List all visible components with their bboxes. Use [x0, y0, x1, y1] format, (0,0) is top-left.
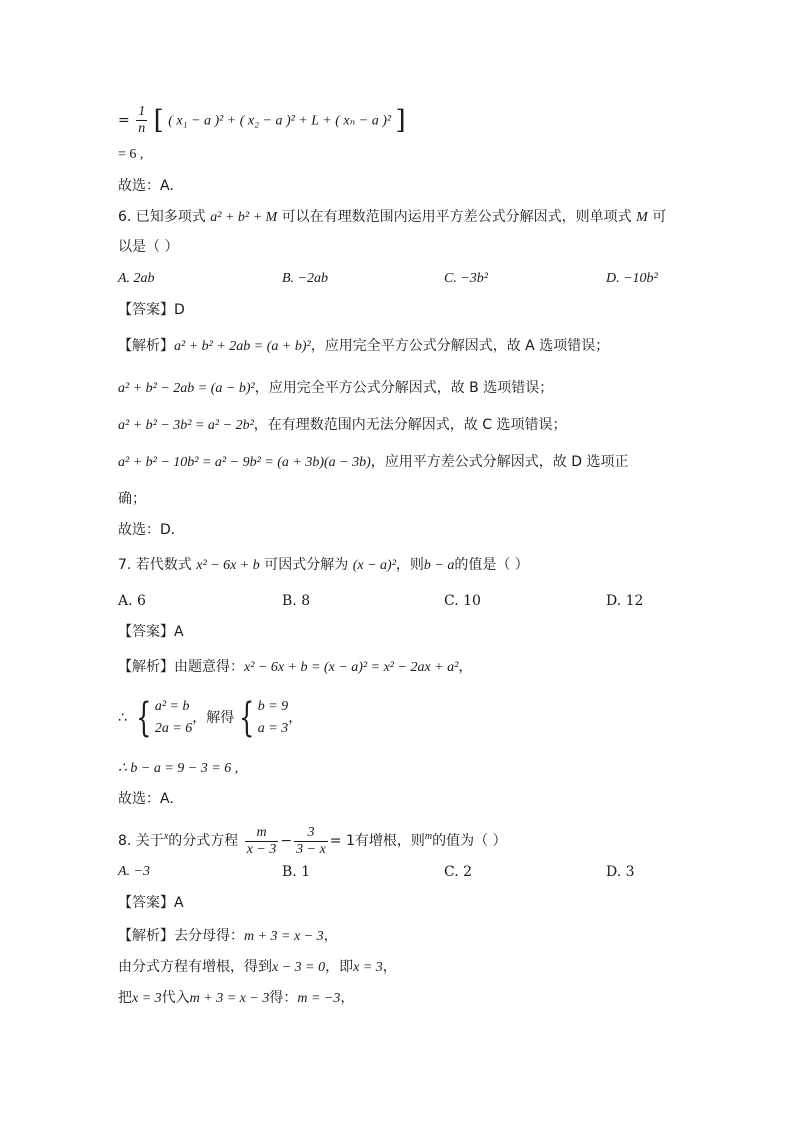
q8-m-symbol: m — [424, 831, 433, 842]
q6-option-b: B. −2ab — [282, 271, 328, 286]
q7-stem-text-3: ，则 — [395, 557, 424, 573]
therefore-symbol: ∴ — [118, 710, 127, 726]
q6-stem-text-3: 可 — [652, 209, 667, 225]
q6-stem-text-2: 可以在有理数范围内运用平方差公式分解因式，则单项式 — [281, 209, 632, 225]
q8-answer: 【答案】A — [118, 895, 184, 911]
q8-option-c: C. 2 — [444, 864, 473, 880]
q6-option-a: A. 2ab — [118, 271, 155, 286]
right-bracket: ] — [395, 105, 406, 136]
q6-polynomial: a² + b² + M — [210, 210, 278, 225]
q8-analysis-text-5: 得： — [269, 990, 298, 1006]
fraction-denominator: x − 3 — [246, 841, 277, 857]
system-eq: a = 3 — [257, 721, 289, 736]
q8-option-d: D. 3 — [606, 864, 635, 880]
q6-expr-4: a² + b² − 10b² = a² − 9b² = (a + 3b)(a − 3b) — [118, 455, 371, 470]
q8-x-symbol: x — [163, 831, 169, 842]
punctuation: ， — [340, 990, 355, 1006]
q7-expr-3: b − a — [423, 558, 455, 573]
q7-solve-text: ，解得 — [192, 710, 235, 726]
q6-option-c: C. −3b² — [444, 271, 488, 286]
variance-result: = 6 , — [118, 147, 144, 162]
q7-analysis-expr: x² − 6x + b = (x − a)² = x² − 2ax + a² — [244, 660, 459, 675]
q6-analysis-text-1: ，应用完全平方公式分解因式，故 A 选项错误； — [310, 338, 610, 354]
q8-stem-text-3: = 1有增根，则 — [329, 833, 425, 849]
q8-analysis-3 — [118, 988, 354, 1009]
q6-expr-2: a² + b² − 2ab = (a − b)² — [118, 381, 255, 396]
q8-analysis-text-3: 把 — [118, 990, 132, 1006]
equation-system-2 — [258, 696, 288, 740]
q6-m-symbol: M — [636, 210, 648, 225]
q8-stem-text-4: 的值为（ ） — [432, 833, 507, 849]
q6-analysis-5: 确； — [118, 491, 146, 507]
punctuation: ， — [458, 659, 473, 675]
fraction-numerator: 3 — [294, 825, 328, 842]
q7-analysis-1 — [118, 657, 472, 678]
q8-analysis-2 — [118, 957, 397, 978]
q8-stem — [118, 823, 507, 859]
q8-expr-1: m + 3 = x − 3 — [244, 929, 324, 944]
q7-stem — [118, 555, 529, 576]
q6-option-d: D. −10b² — [606, 271, 658, 286]
analysis-label: 【解析】 — [118, 338, 174, 354]
punctuation: ， — [288, 710, 303, 726]
q6-answer: 【答案】D — [118, 302, 185, 318]
q8-expr-3: x = 3 — [353, 960, 383, 975]
q6-analysis-text-3: ，在有理数范围内无法分解因式，故 C 选项错误； — [253, 417, 567, 433]
equation-system-1 — [155, 696, 192, 740]
q6-analysis-text-2: ，应用完全平方公式分解因式，故 B 选项错误； — [254, 380, 554, 396]
q7-expr-1: x² − 6x + b — [196, 558, 260, 573]
q8-analysis-text-4: 代入 — [161, 990, 190, 1006]
punctuation: ， — [323, 928, 338, 944]
q6-analysis-1 — [118, 336, 609, 357]
fraction-numerator: m — [245, 825, 279, 842]
q8-analysis-text-2: ，即 — [325, 959, 354, 975]
analysis-label: 【解析】去分母得： — [118, 928, 244, 944]
q6-expr-3: a² + b² − 3b² = a² − 2b² — [118, 418, 254, 433]
q8-option-b: B. 1 — [282, 864, 311, 880]
q8-expr-5: m + 3 = x − 3 — [189, 991, 270, 1006]
q8-stem-text-2: 的分式方程 — [168, 833, 239, 849]
analysis-label: 【解析】由题意得： — [118, 659, 244, 675]
q7-stem-text-2: 可因式分解为 — [264, 557, 349, 573]
variance-sum-expression: ( x₁ − a )² + ( x₂ − a )² + L + ( xₙ − a )² — [168, 113, 392, 129]
system-eq: a² = b — [154, 699, 190, 714]
fraction-denominator: 3 − x — [296, 841, 326, 857]
minus-sign: − — [280, 833, 293, 849]
q7-option-b: B. 8 — [282, 593, 311, 609]
q7-expr-2: (x − a)² — [352, 558, 396, 573]
q8-analysis-1 — [118, 926, 338, 947]
q6-analysis-3 — [118, 415, 566, 436]
q5-conclusion: 故选：A. — [118, 178, 174, 194]
q7-option-d: D. 12 — [606, 593, 644, 609]
q6-conclusion: 故选：D. — [118, 522, 176, 538]
q8-expr-4: x = 3 — [132, 991, 162, 1006]
q6-expr-1: a² + b² + 2ab = (a + b)² — [174, 339, 311, 354]
q7-answer: 【答案】A — [118, 624, 184, 640]
q8-analysis-text: 由分式方程有增根，得到 — [118, 959, 272, 975]
q7-stem-text-4: 的值是（ ） — [454, 557, 529, 573]
variance-formula-line — [118, 104, 406, 137]
q8-expr-6: m = −3 — [297, 991, 341, 1006]
fraction-m-over-x-minus-3 — [245, 825, 279, 858]
q7-conclusion: 故选：A. — [118, 791, 174, 807]
left-brace: { — [239, 695, 255, 741]
q7-system-line — [118, 696, 302, 740]
q6-analysis-4 — [118, 452, 628, 473]
q7-stem-text: 7. 若代数式 — [118, 557, 192, 573]
q7-result: ∴ b − a = 9 − 3 = 6 , — [118, 761, 239, 776]
q6-stem-line2: 以是（ ） — [118, 239, 179, 255]
equals-sign: = — [118, 112, 130, 129]
q6-analysis-2 — [118, 378, 553, 399]
fraction-numerator: 1 — [138, 104, 146, 119]
q7-option-a: A. 6 — [118, 593, 146, 609]
q8-stem-text: 8. 关于 — [118, 833, 164, 849]
system-eq: b = 9 — [257, 699, 289, 714]
q8-expr-2: x − 3 = 0 — [272, 960, 326, 975]
q6-stem-text: 6. 已知多项式 — [118, 209, 206, 225]
q7-option-c: C. 10 — [444, 593, 481, 609]
punctuation: ， — [382, 959, 397, 975]
system-eq: 2a = 6 — [154, 721, 193, 736]
fraction-denominator: n — [138, 121, 146, 136]
q6-analysis-text-4: ，应用平方差公式分解因式，故 D 选项正 — [370, 454, 629, 470]
fraction-3-over-3-minus-x — [294, 825, 328, 858]
left-brace: { — [136, 695, 152, 741]
left-bracket: [ — [153, 105, 164, 136]
q8-option-a: A. −3 — [118, 864, 150, 879]
q6-stem-line1 — [118, 207, 666, 228]
one-over-n-fraction — [136, 104, 147, 137]
